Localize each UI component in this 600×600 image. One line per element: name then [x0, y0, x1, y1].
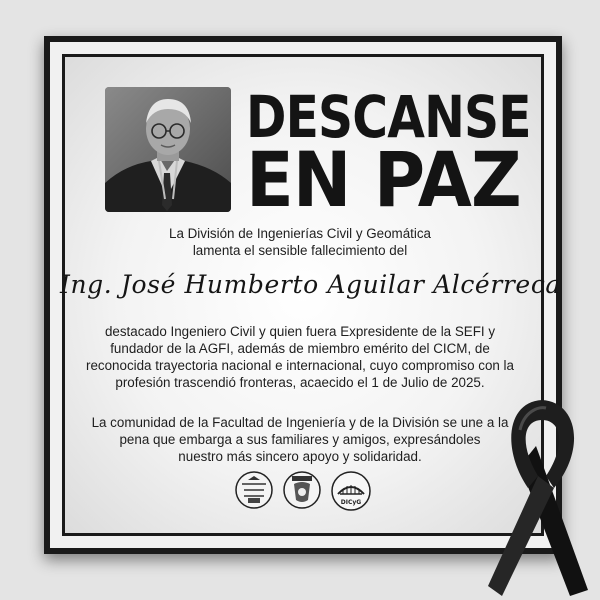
- announcement-line-2: lamenta el sensible fallecimiento del: [192, 243, 408, 258]
- biography-text: [60, 323, 540, 391]
- condolences-line-2: pena que embarga a sus familiares y amigos, expresándoles: [119, 432, 481, 447]
- biography-line-2: fundador de la AGFI, además de miembro emérito del CICM, de: [110, 341, 490, 356]
- biography-line-3: reconocida trayectoria nacional e internacional, cuyo compromiso con la: [86, 358, 514, 373]
- condolences-line-1: La comunidad de la Facultad de Ingeniería y de la División se une a la: [91, 415, 509, 430]
- heading-line-2: EN PAZ: [246, 135, 521, 224]
- condolences-text: [60, 414, 540, 465]
- portrait-photo: [105, 87, 231, 212]
- dicyg-logo-text: DICyG: [340, 499, 362, 506]
- deceased-name: Ing. José Humberto Aguilar Alcérreca: [60, 270, 561, 299]
- ingenieria-seal-logo: [282, 470, 322, 510]
- announcement-text: [60, 225, 540, 259]
- biography-line-4: profesión trascendió fronteras, acaecido el 1 de Julio de 2025.: [115, 375, 485, 390]
- mourning-ribbon-icon: [488, 390, 600, 600]
- heading-line-1: DESCANSE: [246, 83, 531, 151]
- biography-line-1: destacado Ingeniero Civil y quien fuera Expresidente de la SEFI y: [104, 324, 496, 339]
- unam-seal-logo: [234, 470, 274, 510]
- institution-logos: [234, 470, 374, 512]
- announcement-line-1: La División de Ingenierías Civil y Geomática: [169, 226, 431, 241]
- condolences-line-3: nuestro más sincero apoyo y solidaridad.: [178, 449, 422, 464]
- dicyg-logo: [330, 470, 372, 512]
- portrait-illustration: [105, 87, 231, 212]
